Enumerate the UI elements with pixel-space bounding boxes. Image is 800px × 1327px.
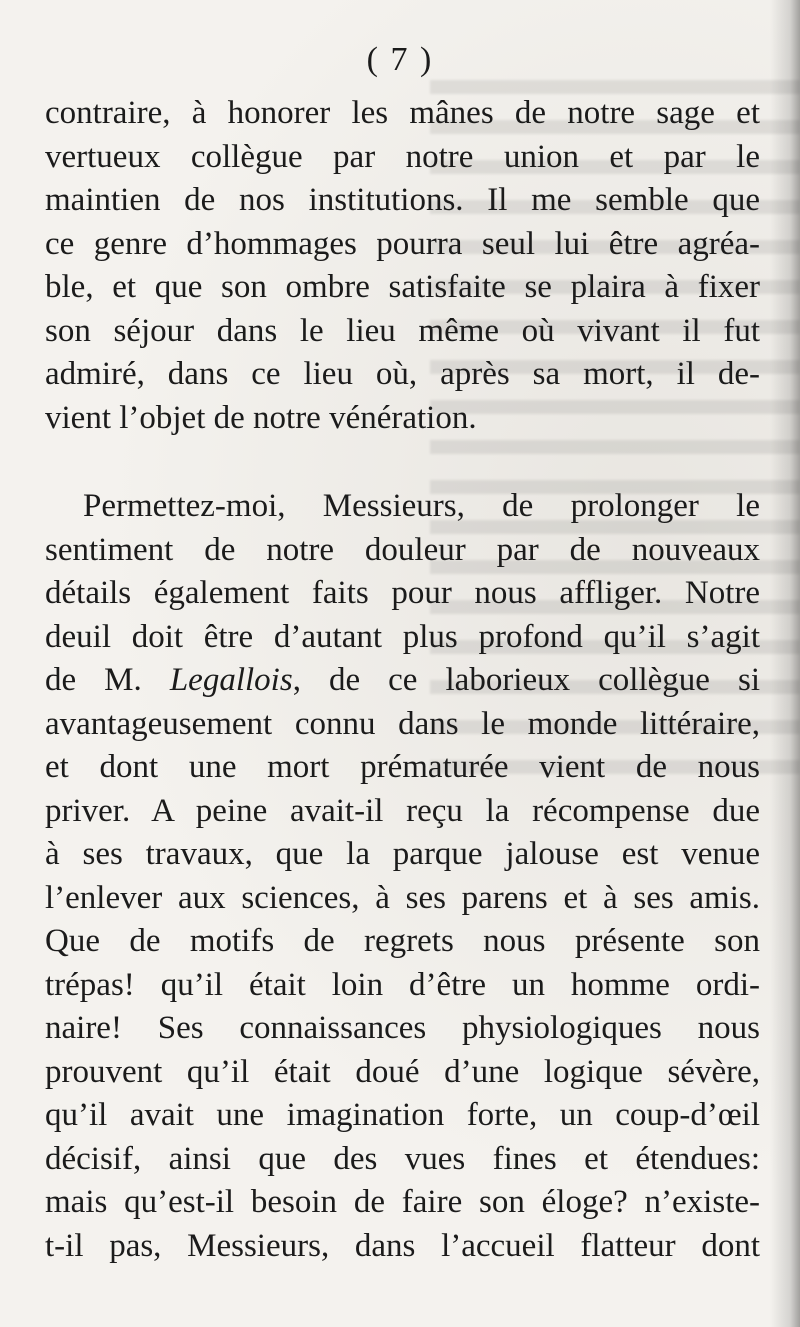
text-line: t-il pas, Messieurs, dans l’accueil flatteur dont [45,1227,760,1264]
text-line: détails également faits pour nous affliger. Notre [45,575,760,611]
text-line: décisif, ainsi que des vues fines et étendues: [45,1140,760,1177]
text-fragment: , de ce laborieux collègue si [292,662,760,698]
text-line: contraire, à honorer les mânes de notre sage et [45,95,760,131]
text-line: à ses travaux, que la parque jalouse est venue [45,836,760,872]
text-line: ble, et que son ombre satisfaite se plaira à fixer [45,269,760,305]
author-name: Legallois [169,662,293,698]
text-line: Permettez-moi, Messieurs, de prolonger le [83,488,760,524]
page-number: ( 7 ) [366,41,434,78]
text-line: naire! Ses connaissances physiologiques nous [45,1010,760,1046]
text-line: l’enlever aux sciences, à ses parens et à ses amis. [45,879,760,916]
paragraph-2 [45,485,760,1268]
text-line: trépas! qu’il était loin d’être un homme ordi- [45,966,760,1003]
text-line: qu’il avait une imagination forte, un coup-d’œil [45,1097,760,1133]
text-line: et dont une mort prématurée vient de nous [45,749,760,785]
text-line: sentiment de notre douleur par de nouveaux [45,531,760,568]
text-line: mais qu’est-il besoin de faire son éloge? n’existe- [45,1184,760,1220]
text-line: Que de motifs de regrets nous présente son [45,923,760,959]
text-line: son séjour dans le lieu même où vivant il fut [45,312,760,349]
text-line: vient l’objet de notre vénération. [45,399,477,436]
text-line: admiré, dans ce lieu où, après sa mort, il de- [45,356,760,392]
text-line: priver. A peine avait-il reçu la récompense due [45,792,760,829]
text-line: deuil doit être d’autant plus profond qu’il s’agit [45,618,760,655]
text-line: ce genre d’hommages pourra seul lui être agréa- [45,225,760,262]
text-line: maintien de nos institutions. Il me semble que [45,182,760,218]
paragraph-1 [45,92,760,440]
text-line: prouvent qu’il était doué d’une logique sévère, [45,1053,760,1090]
text-line-with-name [45,659,760,703]
text-line: avantageusement connu dans le monde littéraire, [45,705,760,742]
text-fragment: de M. [45,662,142,698]
text-line: vertueux collègue par notre union et par le [45,138,760,175]
